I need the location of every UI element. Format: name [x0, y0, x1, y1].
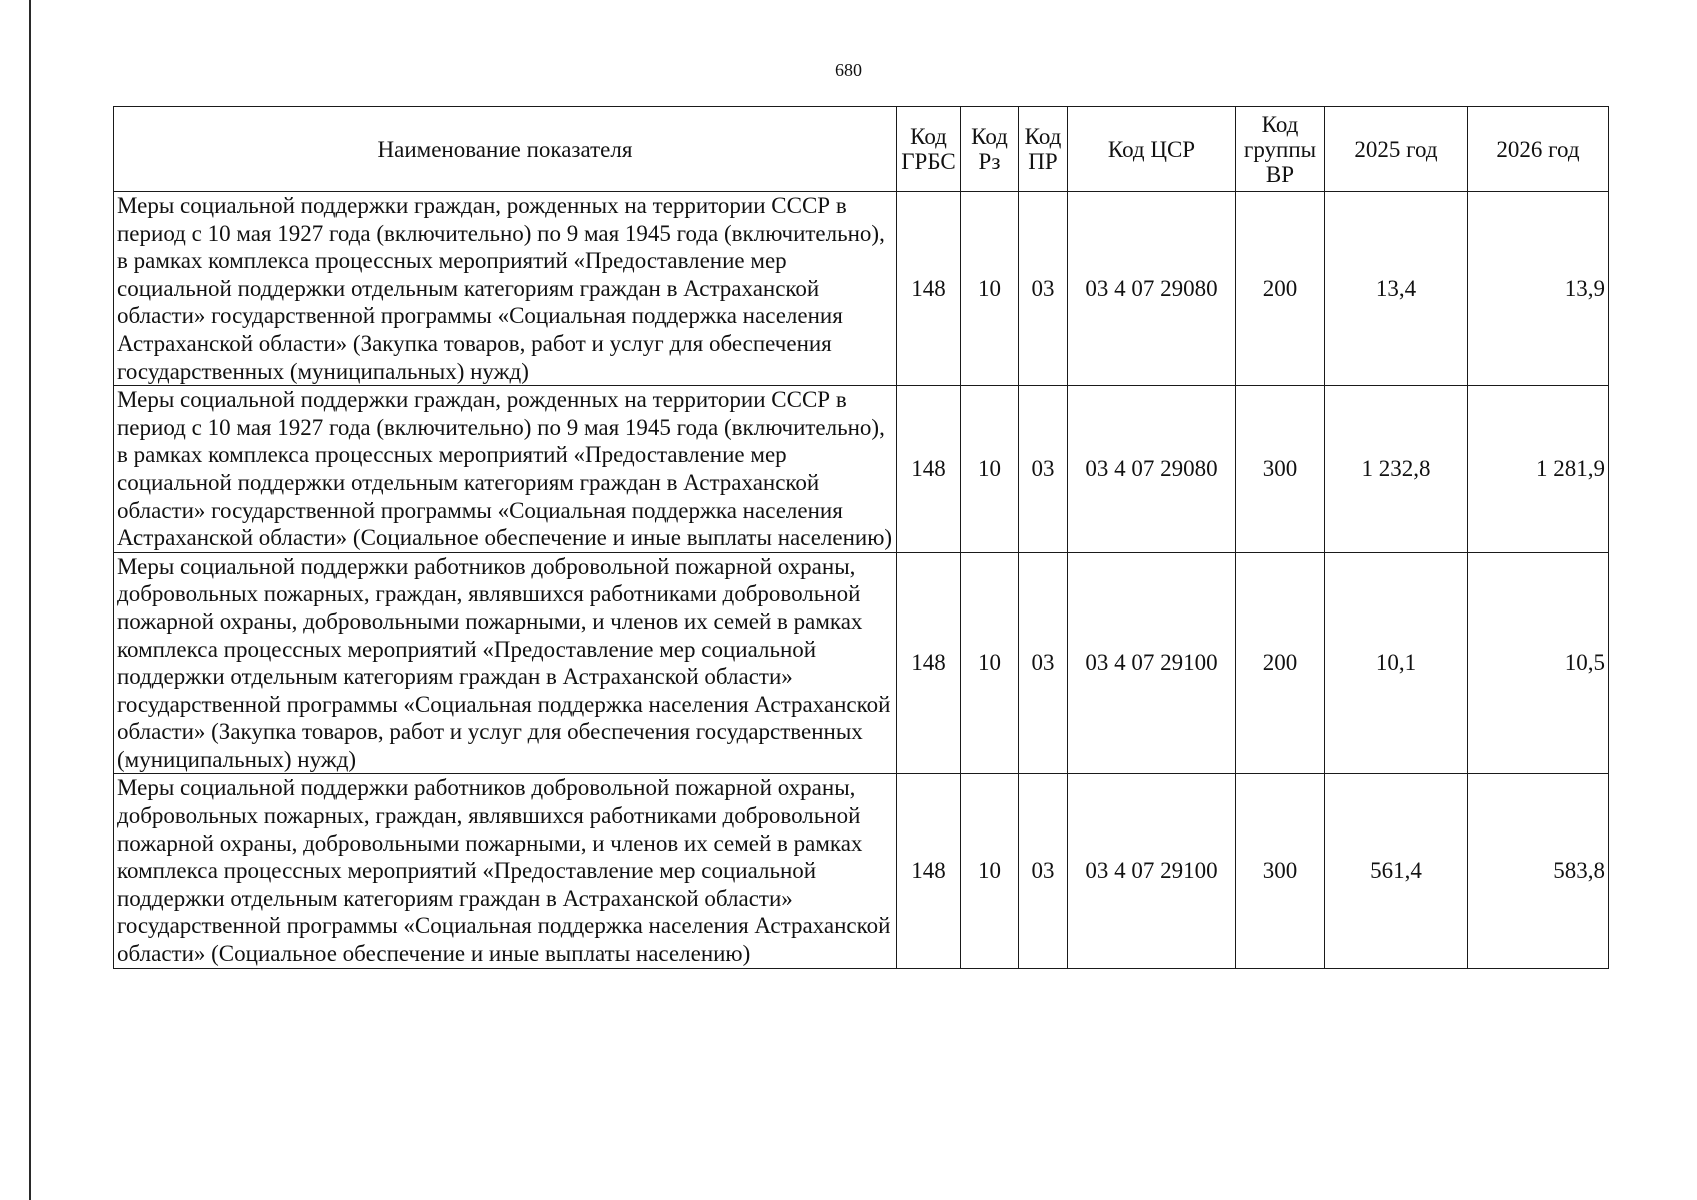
row-name: Меры социальной поддержки работников добровольной пожарной охраны, добровольных пожарных, граждан, являвшихся работниками добровольной пожарной охраны, добровольными пожарными, и членов их семей в рамках комплекса процессных мероприятий «Предоставление мер социальной поддержки отдельным категориям граждан в Астраханской области» государственной программы «Социальная поддержка населения Астраханской области» (Социальное обеспечение и иные выплаты населению) [114, 774, 897, 968]
table-header-row [114, 107, 1609, 192]
row-pr: 03 [1019, 774, 1068, 968]
header-rz: Код Рз [961, 107, 1019, 192]
row-grbs: 148 [897, 192, 961, 386]
row-csr: 03 4 07 29080 [1068, 386, 1236, 553]
row-vr: 300 [1236, 386, 1325, 553]
header-name: Наименование показателя [114, 107, 897, 192]
budget-table [113, 106, 1609, 969]
page-binding-line [29, 0, 31, 1200]
header-pr: Код ПР [1019, 107, 1068, 192]
row-2025: 10,1 [1325, 552, 1468, 774]
row-2026: 583,8 [1468, 774, 1609, 968]
row-csr: 03 4 07 29100 [1068, 774, 1236, 968]
row-rz: 10 [961, 192, 1019, 386]
page-number: 680 [835, 60, 862, 80]
header-2026: 2026 год [1468, 107, 1609, 192]
table-row [114, 386, 1609, 553]
header-csr: Код ЦСР [1068, 107, 1236, 192]
table-row [114, 774, 1609, 968]
row-vr: 200 [1236, 552, 1325, 774]
table-row [114, 192, 1609, 386]
row-pr: 03 [1019, 386, 1068, 553]
row-2026: 10,5 [1468, 552, 1609, 774]
row-csr: 03 4 07 29080 [1068, 192, 1236, 386]
row-grbs: 148 [897, 774, 961, 968]
row-name: Меры социальной поддержки граждан, рожденных на территории СССР в период с 10 мая 1927 года (включительно) по 9 мая 1945 года (включительно), в рамках комплекса процессных мероприятий «Предоставление мер социальной поддержки отдельным категориям граждан в Астраханской области» государственной программы «Социальная поддержка населения Астраханской области» (Социальное обеспечение и иные выплаты населению) [114, 386, 897, 553]
row-vr: 200 [1236, 192, 1325, 386]
row-name: Меры социальной поддержки работников добровольной пожарной охраны, добровольных пожарных, граждан, являвшихся работниками добровольной пожарной охраны, добровольными пожарными, и членов их семей в рамках комплекса процессных мероприятий «Предоставление мер социальной поддержки отдельным категориям граждан в Астраханской области» государственной программы «Социальная поддержка населения Астраханской области» (Закупка товаров, работ и услуг для обеспечения государственных (муниципальных) нужд) [114, 552, 897, 774]
header-grbs: Код ГРБС [897, 107, 961, 192]
row-2025: 561,4 [1325, 774, 1468, 968]
header-2025: 2025 год [1325, 107, 1468, 192]
row-2025: 1 232,8 [1325, 386, 1468, 553]
row-2025: 13,4 [1325, 192, 1468, 386]
row-vr: 300 [1236, 774, 1325, 968]
row-grbs: 148 [897, 552, 961, 774]
row-pr: 03 [1019, 192, 1068, 386]
row-rz: 10 [961, 774, 1019, 968]
row-pr: 03 [1019, 552, 1068, 774]
row-grbs: 148 [897, 386, 961, 553]
row-rz: 10 [961, 386, 1019, 553]
row-csr: 03 4 07 29100 [1068, 552, 1236, 774]
row-2026: 13,9 [1468, 192, 1609, 386]
row-2026: 1 281,9 [1468, 386, 1609, 553]
row-rz: 10 [961, 552, 1019, 774]
header-vr: Код группы ВР [1236, 107, 1325, 192]
row-name: Меры социальной поддержки граждан, рожденных на территории СССР в период с 10 мая 1927 года (включительно) по 9 мая 1945 года (включительно), в рамках комплекса процессных мероприятий «Предоставление мер социальной поддержки отдельным категориям граждан в Астраханской области» государственной программы «Социальная поддержка населения Астраханской области» (Закупка товаров, работ и услуг для обеспечения государственных (муниципальных) нужд) [114, 192, 897, 386]
table-row [114, 552, 1609, 774]
